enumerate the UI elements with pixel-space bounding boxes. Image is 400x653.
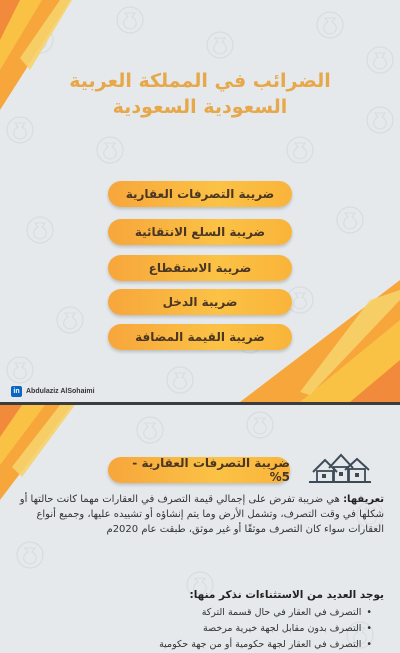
topic-button-income[interactable]: ضريبة الدخل bbox=[108, 289, 292, 315]
topic-button-excise[interactable]: ضريبة السلع الانتقائية bbox=[108, 219, 292, 245]
section-badge: ضريبة التصرفات العقارية - 5% bbox=[108, 457, 290, 483]
list-item: • التصرف في العقار في حال قسمة التركة bbox=[159, 605, 372, 621]
real-estate-tax-slide bbox=[0, 405, 400, 653]
topic-button-real-estate[interactable]: ضريبة التصرفات العقارية bbox=[108, 181, 292, 207]
exceptions-heading: يوجد العديد من الاستثناءات نذكر منها: bbox=[189, 589, 384, 601]
list-item: • التصرف في العقار لجهة حكومية أو من جهة حكومية bbox=[159, 637, 372, 653]
title-line-2: السعودية السعودية bbox=[112, 96, 288, 118]
exceptions-list bbox=[159, 605, 372, 653]
author-footer bbox=[11, 386, 95, 397]
author-name: Abdulaziz AlSohaimi bbox=[26, 388, 95, 395]
definition-label: تعريفها: bbox=[343, 494, 384, 505]
topic-button-withholding[interactable]: ضريبة الاستقطاع bbox=[108, 255, 292, 281]
linkedin-icon[interactable]: in bbox=[11, 386, 22, 397]
list-item: • التصرف بدون مقابل لجهة خيرية مرخصة bbox=[159, 621, 372, 637]
definition-paragraph bbox=[18, 492, 384, 537]
topic-button-vat[interactable]: ضريبة القيمة المضافة bbox=[108, 324, 292, 350]
presentation-title bbox=[0, 68, 400, 120]
definition-text: هي ضريبة تفرض على إجمالي قيمة التصرف في العقارات مهما كانت حالتها أو شكلها في وقت التصرف، وتشمل الأرض وما يتم إنشاؤه أو تشييده عليها، وجميع أنواع العقارات سواء كان التصرف موثقًا أو غير موثق، طبقت عام 2020م bbox=[19, 494, 384, 535]
houses-icon bbox=[307, 450, 373, 484]
title-line-1: الضرائب في المملكة العربية bbox=[69, 70, 331, 92]
